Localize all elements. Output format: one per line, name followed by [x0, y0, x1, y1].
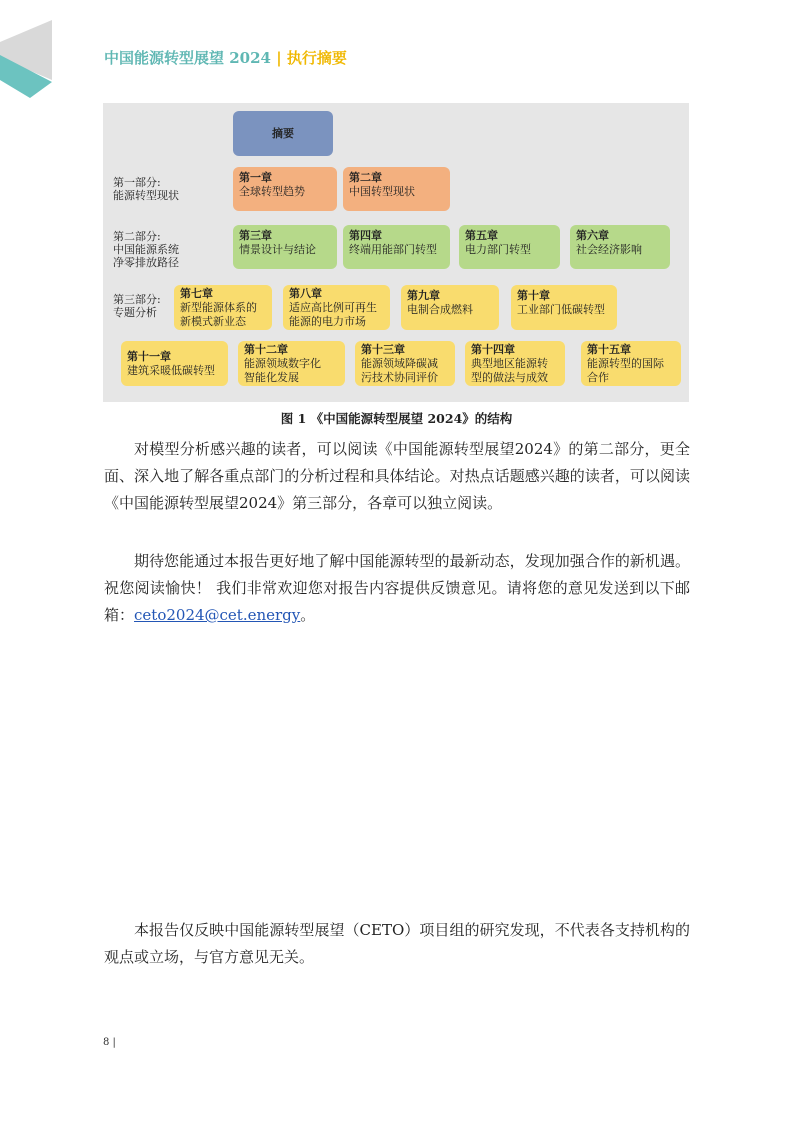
running-header — [104, 47, 347, 68]
chapter-title: 新模式新业态 — [180, 315, 246, 328]
structure-figure — [103, 103, 689, 402]
chapter-box — [343, 167, 450, 211]
chapter-box — [233, 225, 337, 269]
paragraph-end: 。 — [300, 606, 316, 624]
header-separator: | — [276, 49, 282, 67]
chapter-number: 第七章 — [180, 287, 213, 300]
chapter-title: 能源领域数字化 — [244, 357, 321, 370]
part-one-label — [113, 176, 179, 202]
chapter-box — [459, 225, 560, 269]
corner-decoration — [0, 0, 60, 100]
part-three-label — [113, 293, 161, 319]
chapter-title: 能源转型的国际 — [587, 357, 664, 370]
chapter-title: 合作 — [587, 371, 609, 384]
abstract-box: 摘要 — [233, 111, 333, 156]
chapter-title: 工业部门低碳转型 — [517, 303, 605, 316]
chapter-number: 第十一章 — [127, 350, 171, 363]
page-number: 8 | — [103, 1037, 116, 1048]
chapter-box — [355, 341, 455, 386]
chapter-title: 智能化发展 — [244, 371, 299, 384]
chapter-box — [465, 341, 565, 386]
chapter-box — [233, 167, 337, 211]
chapter-number: 第八章 — [289, 287, 322, 300]
chapter-number: 第六章 — [576, 229, 609, 242]
chapter-box — [121, 341, 228, 386]
chapter-number: 第十三章 — [361, 343, 405, 356]
chapter-title: 情景设计与结论 — [239, 243, 316, 256]
chapter-title: 典型地区能源转 — [471, 357, 548, 370]
chapter-title: 污技术协同评价 — [361, 371, 438, 384]
chapter-number: 第十五章 — [587, 343, 631, 356]
chapter-box — [238, 341, 345, 386]
chapter-title: 终端用能部门转型 — [349, 243, 437, 256]
chapter-box — [511, 285, 617, 330]
chapter-box — [174, 285, 272, 330]
chapter-number: 第十二章 — [244, 343, 288, 356]
chapter-title: 全球转型趋势 — [239, 185, 305, 198]
body-paragraph: 对模型分析感兴趣的读者，可以阅读《中国能源转型展望2024》的第二部分，更全面、深入地了解各重点部门的分析过程和具体结论。对热点话题感兴趣的读者，可以阅读《中国能源转型展望2024》第三部分，各章可以独立阅读。 — [104, 440, 690, 512]
chapter-box — [570, 225, 670, 269]
chapter-box — [343, 225, 450, 269]
chapter-number: 第十章 — [517, 289, 550, 302]
chapter-number: 第四章 — [349, 229, 382, 242]
chapter-title: 适应高比例可再生 — [289, 301, 377, 314]
chapter-title: 社会经济影响 — [576, 243, 642, 256]
chapter-number: 第五章 — [465, 229, 498, 242]
paragraph-text: 期待您能通过本报告更好地了解中国能源转型的最新动态，发现加强合作的新机遇。祝您阅读愉快！ 我们非常欢迎您对报告内容提供反馈意见。请将您的意见发送到以下邮箱： — [104, 552, 690, 624]
chapter-number: 第一章 — [239, 171, 272, 184]
chapter-title: 中国转型现状 — [349, 185, 415, 198]
body-paragraph — [104, 548, 690, 629]
chapter-number: 第二章 — [349, 171, 382, 184]
chapter-title: 能源领域降碳减 — [361, 357, 438, 370]
chapter-title: 能源的电力市场 — [289, 315, 366, 328]
part-label-line: 净零排放路径 — [113, 256, 179, 269]
chapter-title: 型的做法与成效 — [471, 371, 548, 384]
report-title: 中国能源转型展望 2024 — [104, 49, 271, 67]
email-link[interactable]: ceto2024@cet.energy — [134, 606, 301, 624]
part-label-line: 第三部分: — [113, 293, 161, 306]
part-label-line: 能源转型现状 — [113, 189, 179, 202]
disclaimer-paragraph: 本报告仅反映中国能源转型展望（CETO）项目组的研究发现，不代表各支持机构的观点或立场，与官方意见无关。 — [104, 921, 690, 966]
chapter-title: 电力部门转型 — [465, 243, 531, 256]
chapter-box — [283, 285, 390, 330]
chapter-number: 第十四章 — [471, 343, 515, 356]
figure-caption: 图 1 《中国能源转型展望 2024》的结构 — [280, 411, 513, 426]
chapter-title: 电制合成燃料 — [407, 303, 473, 316]
part-label-line: 第一部分: — [113, 176, 161, 189]
chapter-box — [581, 341, 681, 386]
chapter-title: 建筑采暖低碳转型 — [127, 364, 215, 377]
chapter-number: 第三章 — [239, 229, 272, 242]
section-title: 执行摘要 — [286, 49, 347, 67]
part-label-line: 中国能源系统 — [113, 243, 179, 256]
part-label-line: 第二部分: — [113, 230, 161, 243]
chapter-box — [401, 285, 499, 330]
chapter-title: 新型能源体系的 — [180, 301, 257, 314]
chapter-number: 第九章 — [407, 289, 440, 302]
part-label-line: 专题分析 — [113, 306, 157, 319]
part-two-label — [113, 230, 179, 269]
